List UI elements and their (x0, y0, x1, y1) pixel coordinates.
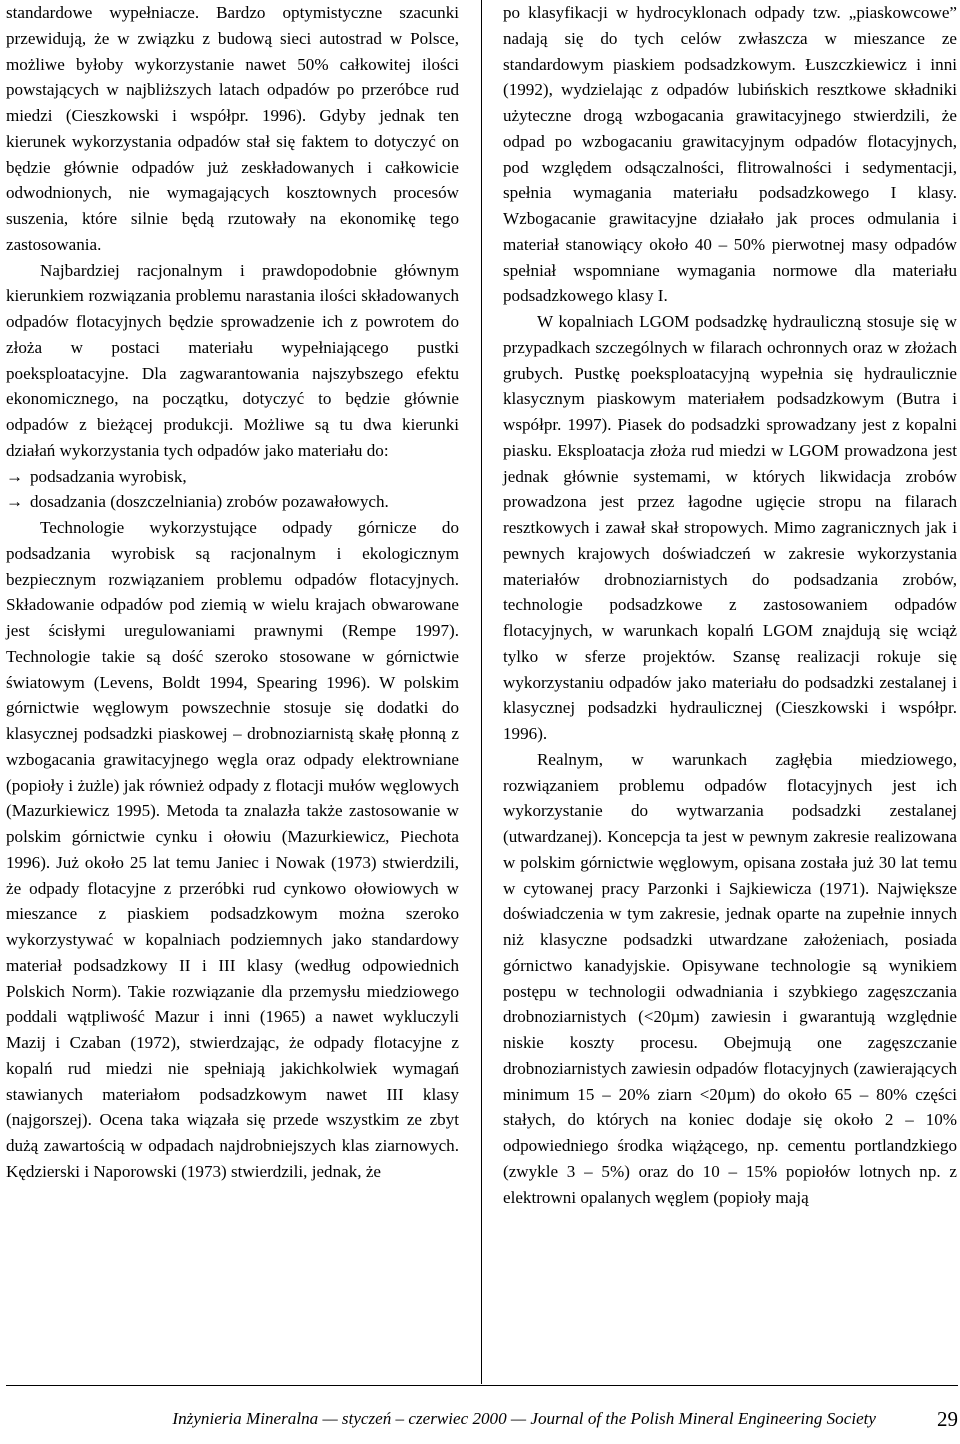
left-column (6, 0, 459, 1185)
list-item (6, 464, 459, 490)
paragraph: Technologie wykorzystujące odpady górnicze do podsadzania wyrobisk są racjonalnym i ekologicznym bezpiecznym rozwiązaniem problemu odpadów flotacyjnych. Składowanie odpadów pod ziemią w wielu krajach obwarowane jest ścisłymi uregulowaniami prawnymi (Rempe 1997). Technologie takie są dość szeroko stosowane w górnictwie światowym (Levens, Boldt 1994, Spearing 1996). W polskim górnictwie węglowym powszechnie stosuje się dodatki do klasycznej podsadzki piaskowej – drobnoziarnistą skałę płonną z wzbogacania grawitacyjnego węgla oraz odpady elektrowniane (popioły i żużle) jak również odpady z flotacji mułów węglowych (Mazurkiewicz 1995). Metoda ta znalazła także zastosowanie w polskim górnictwie cynku i ołowiu (Mazurkiewicz, Piechota 1996). Już około 25 lat temu Janiec i Nowak (1973) stwierdzili, że odpady flotacyjne z przeróbki rud cynkowo ołowiowych w mieszance z piaskiem podsadzkowym można szeroko wykorzystywać w kopalniach podziemnych jako standardowy materiał podsadzkowy II i III klasy (według odpowiednich Polskich Norm). Takie rozwiązanie dla przemysłu miedziowego poddali wątpliwość Mazur i inni (1965) a nawet wykluczyli Mazij i Czaban (1972), stwierdzając, że odpady flotacyjne z kopalń rud miedzi nie spełniają jakichkolwiek wymagań stawianych materiałom podsadzkowym nawet III klasy (najgorszej). Ocena taka wiązała się przede wszystkim ze zbyt dużą zawartością w odpadach najdrobniejszych klas ziarnowych. Kędzierski i Naporowski (1973) stwierdzili, jednak, że (6, 518, 459, 1181)
list-item-text: podsadzania wyrobisk, (30, 466, 187, 486)
page-number: 29 (937, 1407, 958, 1431)
paragraph: standardowe wypełniacze. Bardzo optymistyczne szacunki przewidują, że w związku z budową sieci autostrad w Polsce, możliwe byłoby wykorzystanie nawet 50% całkowitej ilości powstających w najbliższych latach odpadów po przeróbce rud miedzi (Cieszkowski i współpr. 1996). Gdyby jednak ten kierunek wykorzystania odpadów stał się faktem to dotyczyć on będzie głównie odpadów już zeskładowanych i całkowicie odwodnionych, nie wymagających kosztownych procesów suszenia, które silnie będą rzutowały na ekonomikę tego zastosowania. (6, 3, 459, 254)
page-footer (6, 1404, 958, 1434)
column-divider (481, 0, 482, 1384)
right-column (503, 0, 957, 1210)
footer-rule (6, 1385, 958, 1386)
paragraph: Najbardziej racjonalnym i prawdopodobnie głównym kierunkiem rozwiązania problemu narastania ilości składowanych odpadów flotacyjnych będzie sprowadzenie ich z powrotem do złoża w postaci materiału wypełniającego pustki poeksploatacyjne. Dla zagwarantowania najszybszego efektu ekonomicznego, na początku, dotyczyć to będzie głównie odpadów z bieżącej produkcji. Możliwe są tu dwa kierunki działań wykorzystania tych odpadów jako materiału do: (6, 260, 459, 460)
arrow-bullet: → (6, 492, 24, 512)
paragraph: po klasyfikacji w hydrocyklonach odpady tzw. „piaskowcowe” nadają się do tych celów zwłaszcza w mieszance ze standardowym piaskiem podsadzkowym. Łuszczkiewicz i inni (1992), wydzielając z odpadów lubińskich resztkowe składniki użyteczne drogą wzbogacania grawitacyjnego stwierdzili, że odpad po wzbogacaniu grawitacyjnym odpadów flotacyjnych, pod względem odsączalności, flitrowalności i sedymentacji, spełnia wymagania materiału podsadzkowego I klasy. Wzbogacanie grawitacyjne działało jak proces odmulania i materiał stanowiący około 40 – 50% pierwotnej masy odpadów spełniał wspomniane wymagania normowe dla materiału podsadzkowego klasy I. (503, 3, 957, 306)
list-item (6, 489, 459, 515)
list-item-text: dosadzania (doszczelniania) zrobów pozawałowych. (30, 492, 389, 512)
journal-title: Inżynieria Mineralna — styczeń – czerwiec 2000 — Journal of the Polish Mineral Engineering Society (172, 1409, 876, 1428)
arrow-bullet: → (6, 466, 24, 486)
paragraph: Realnym, w warunkach zagłębia miedziowego, rozwiązaniem problemu odpadów flotacyjnych jest ich wykorzystanie do wytwarzania podsadzki zestalanej (utwardzanej). Koncepcja ta jest w pewnym zakresie realizowana w polskim górnictwie węglowym, opisana została już 30 lat temu w cytowanej pracy Parzonki i Sajkiewicza (1971). Największe doświadczenia w tym zakresie, jednak oparte na zupełnie innych niż klasyczne podsadzki utwardzane założeniach, posiada górnictwo kanadyjskie. Opisywane technologie są wynikiem postępu w technologii odwadniania i szybkiego zagęszczania drobnoziarnistych (<20µm) zawiesin i gwarantują względnie niskie koszty procesu. Obejmują one zagęszczanie drobnoziarnistych zawiesin odpadów flotacyjnych (zawierających minimum 15 – 20% ziarn <20µm) do około 65 – 80% części stałych, do których na koniec dodaje się około 2 – 10% odpowiedniego środka wiążącego, np. cementu portlandzkiego (zwykle 3 – 5%) oraz do 10 – 15% popiołów lotnych np. z elektrowni opalanych węglem (popioły mają (503, 749, 957, 1207)
paragraph: W kopalniach LGOM podsadzkę hydrauliczną stosuje się w przypadkach szczególnych w filarach ochronnych oraz w złożach grubych. Pustkę poeksploatacyjną wypełnia się hydraulicznie klasycznym piaskowym materiałem podsadzkowym (Butra i współpr. 1997). Piasek do podsadzki sprowadzany jest z kopalni piasku. Eksploatacja złoża rud miedzi w LGOM prowadzona jest jednak głównie systemami, w których likwidacja zrobów prowadzona jest przez łagodne ugięcie stropu na filarach resztkowych i zawał skał stropowych. Mimo zagranicznych jak i pewnych krajowych doświadczeń w zakresie wykorzystania materiałów drobnoziarnistych do podsadzania zrobów, technologie podsadzkowe z zastosowaniem odpadów flotacyjnych, w warunkach kopalń LGOM znajdują się wciąż tylko w sferze projektów. Szansę realizacji rokuje się wykorzystaniu odpadów jako materiału do podsadzki zestalanej i klasycznej podsadzki hydraulicznej (Cieszkowski i współpr. 1996). (503, 312, 957, 743)
